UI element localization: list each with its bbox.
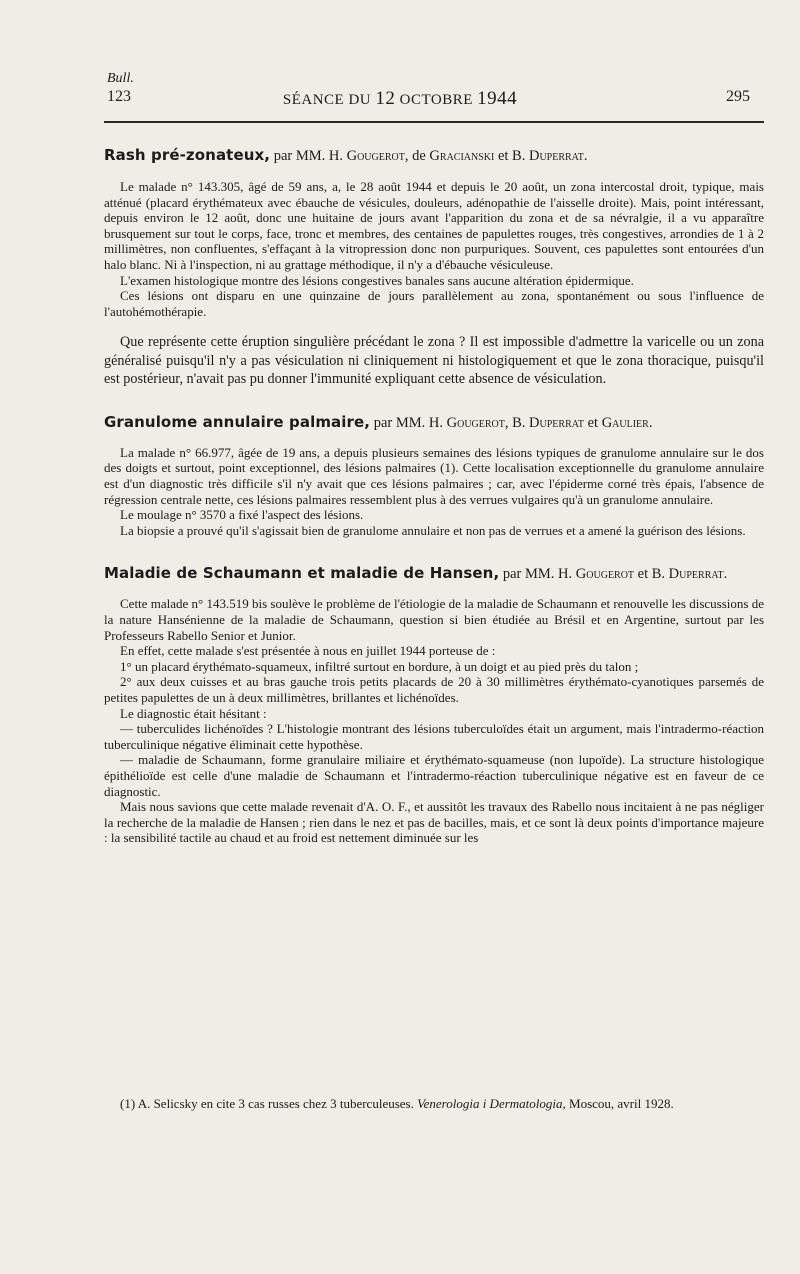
section-rash-pre-zonateux xyxy=(104,146,764,389)
paragraph: Cette malade n° 143.519 bis soulève le problème de l'étiologie de la maladie de Schaumann et renouvelle les discussions de la nature Hansénienne de la maladie de Schaumann, question si bien étudiée au Brésil et en Argentine, surtout par les Professeurs Rabello Senior et Junior. xyxy=(104,596,764,643)
paragraph: La malade n° 66.977, âgée de 19 ans, a depuis plusieurs semaines des lésions typiques de granulome annulaire sur le dos des doigts et surtout, point exceptionnel, des lésions palmaires (1). Cette localisation exceptionnelle du granulome annulaire est d'un diagnostic très difficile s'il n'y avait que ces lésions palmaires ; car, avec l'épiderme corné très épais, l'absence de régression centrale nette, ces lésions palmaires ressemblent plus à des verrues vulgaires qu'à un granulome annulaire. xyxy=(104,444,764,507)
header-rule xyxy=(104,121,764,123)
main-text xyxy=(104,146,764,846)
journal-abbreviation: Bull. xyxy=(107,71,134,86)
section-granulome-annulaire xyxy=(104,413,764,539)
paragraph: — maladie de Schaumann, forme granulaire miliaire et érythémato-squameuse (non lupoïde). La structure histologique épithélioïde est celle d'une maladie de Schaumann et l'intradermo-réaction tuberculinique négative est en faveur de ce diagnostic. xyxy=(104,752,764,799)
section-title: Maladie de Schaumann et maladie de Hansen, par MM. H. Gougerot et B. Duperrat. xyxy=(104,564,728,583)
paragraph: 1° un placard érythémato-squameux, infiltré surtout en bordure, à un doigt et au pied près du talon ; xyxy=(120,658,639,674)
paragraph: Le malade n° 143.305, âgé de 59 ans, a, le 28 août 1944 et depuis le 20 août, un zona intercostal droit, typique, mais atténué (placard érythémateux avec ébauche de vésicules, douleurs, adénopathie de l'aisselle droite). Mais, point intéressant, depuis environ le 12 août, donc une huitaine de jours avant l'apparition du zona et de sa névralgie, il a vu apparaître brusquement sur tout le corps, face, tronc et membres, des centaines de papulettes rouges, très congestives, arrondies de 1 à 2 millimètres, non confluentes, s'effaçant à la vitropression donc non purpuriques. Souvent, ces papulettes sont entourées d'un halo blanc. Ni à l'inspection, ni au grattage méthodique, il n'y a d'ébauche vésiculeuse. xyxy=(104,179,764,272)
volume-number: 123 xyxy=(107,88,131,105)
footnote: (1) A. Selicsky en cite 3 cas russes chez 3 tuberculeuses. Venerologia i Dermatologia, Moscou, avril 1928. xyxy=(120,1096,674,1111)
paragraph: Ces lésions ont disparu en une quinzaine de jours parallèlement au zona, spontanément ou sous l'influence de l'autohémothérapie. xyxy=(104,288,764,319)
section-title: Granulome annulaire palmaire, par MM. H. Gougerot, B. Duperrat et Gaulier. xyxy=(104,412,653,431)
page-number: 295 xyxy=(726,88,750,105)
paragraph: 2° aux deux cuisses et au bras gauche trois petits placards de 20 à 30 millimètres érythémato-cyanotiques parsemés de petites papulettes de un à deux millimètres, brillantes et lichénoïdes. xyxy=(104,674,764,705)
paragraph: Que représente cette éruption singulière précédant le zona ? Il est impossible d'admettre la varicelle ou un zona généralisé puisqu'il n'y a pas vésiculation ni cliniquement ni histologiquement et que le zona thoracique, puisqu'il est postérieur, n'avait pas pu donner l'immunité expliquant cette absence de vésiculation. xyxy=(104,334,764,388)
section-schaumann-hansen xyxy=(104,564,764,846)
section-title: Rash pré-zonateux, par MM. H. Gougerot, de Gracianski et B. Duperrat. xyxy=(104,146,588,164)
paragraph: — tuberculides lichénoïdes ? L'histologie montrant des lésions tuberculoïdes était un argument, mais l'intradermo-réaction tuberculinique négative éliminait cette hypothèse. xyxy=(104,721,764,752)
paragraph: En effet, cette malade s'est présentée à nous en juillet 1944 porteuse de : xyxy=(120,643,496,659)
running-title: SÉANCE DU 12 OCTOBRE 1944 xyxy=(282,88,518,109)
paragraph: Le diagnostic était hésitant : xyxy=(120,705,267,721)
paragraph: L'examen histologique montre des lésions congestives banales sans aucune altération épidermique. xyxy=(120,272,634,288)
paragraph: Mais nous savions que cette malade revenait d'A. O. F., et aussitôt les travaux des Rabello nous incitaient à ne pas négliger la recherche de la maladie de Hansen ; rien dans le nez et pas de bacilles, mais, et ce sont là deux points d'importance majeure : la sensibilité tactile au chaud et au froid est nettement diminuée sur les xyxy=(104,799,764,846)
paragraph: La biopsie a prouvé qu'il s'agissait bien de granulome annulaire et non pas de verrues et a amené la guérison des lésions. xyxy=(120,522,746,538)
paragraph: Le moulage n° 3570 a fixé l'aspect des lésions. xyxy=(120,507,364,523)
